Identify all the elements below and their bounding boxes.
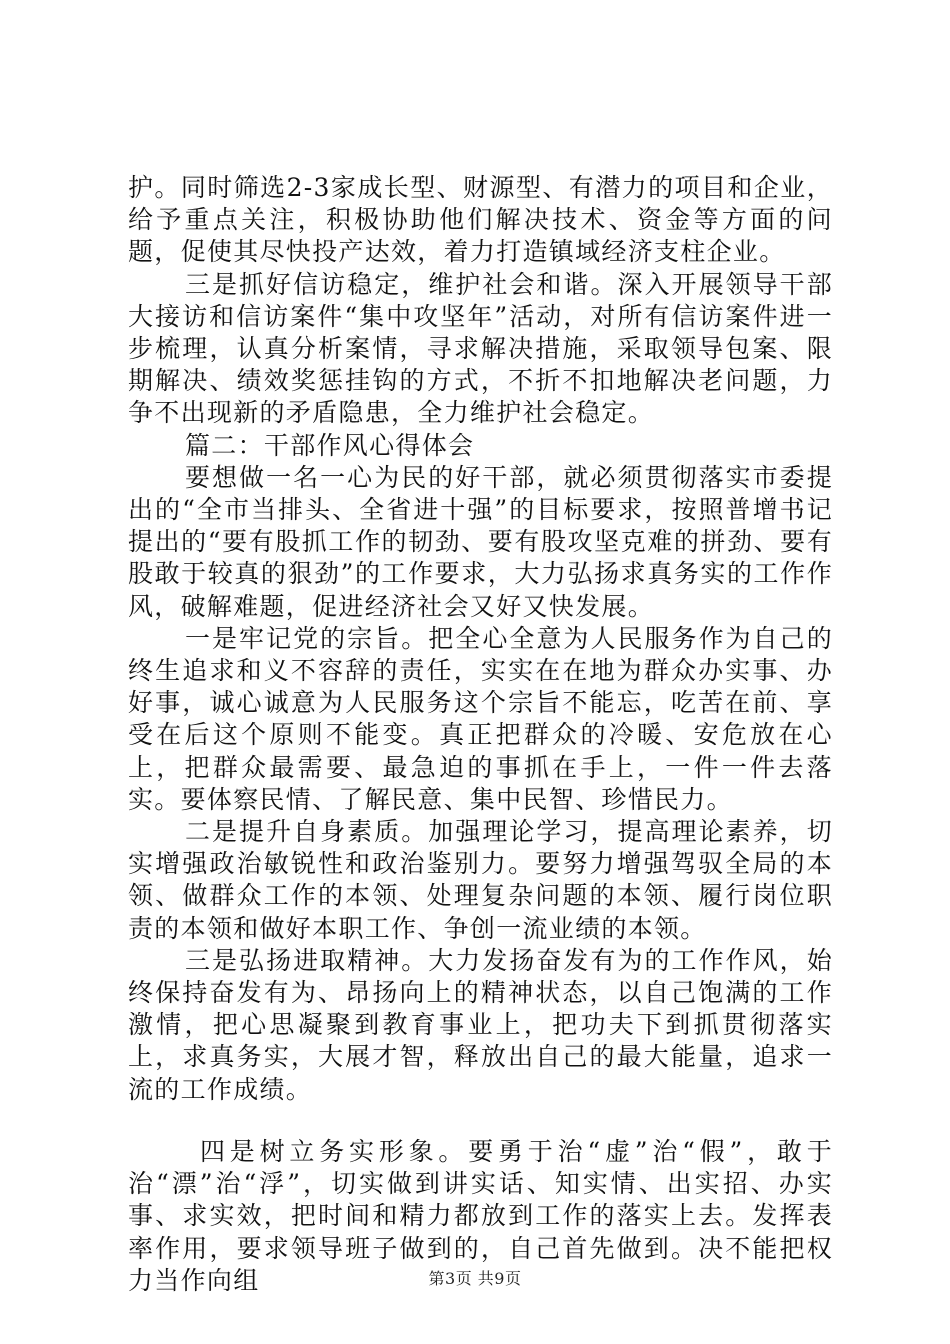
- paragraph-intro: 要想做一名一心为民的好干部，就必须贯彻落实市委提出的“全市当排头、全省进十强”的目标要求，按照普增书记提出的“要有股抓工作的韧劲、要有股攻坚克难的拼劲、要有股敢于较真的狠劲”的工作要求，大力弘扬求真务实的工作作风，破解难题，促进经济社会又好又快发展。: [128, 462, 833, 621]
- paragraph-continuation: 护。同时筛选2-3家成长型、财源型、有潜力的项目和企业，给予重点关注，积极协助他们解决技术、资金等方面的问题，促使其尽快投产达效，着力打造镇域经济支柱企业。: [128, 173, 833, 267]
- document-body: [128, 172, 833, 1297]
- page-number-footer: 第3页 共9页: [428, 1269, 522, 1288]
- section-heading: 篇二：干部作风心得体会: [185, 430, 475, 460]
- paragraph-spacer: [128, 1106, 833, 1136]
- paragraph-petition-stability: 三是抓好信访稳定，维护社会和谐。深入开展领导干部大接访和信访案件“集中攻坚年”活动，对所有信访案件进一步梳理，认真分析案情，寻求解决措施，采取领导包案、限期解决、绩效奖惩挂钩的方式，不折不扣地解决老问题，力争不出现新的矛盾隐患，全力维护社会稳定。: [128, 269, 833, 428]
- paragraph-point-two: 二是提升自身素质。加强理论学习，提高理论素养，切实增强政治敏锐性和政治鉴别力。要努力增强驾驭全局的本领、做群众工作的本领、处理复杂问题的本领、履行岗位职责的本领和做好本职工作、争创一流业绩的本领。: [128, 817, 833, 943]
- paragraph-point-four: 四是树立务实形象。要勇于治“虚”治“假”，敢于治“漂”治“浮”，切实做到讲实话、知实情、出实招、办实事、求实效，把时间和精力都放到工作的落实上去。发挥表率作用，要求领导班子做到的，自己首先做到。决不能把权力当作向组: [128, 1136, 833, 1295]
- paragraph-point-three: 三是弘扬进取精神。大力发扬奋发有为的工作作风，始终保持奋发有为、昂扬向上的精神状态，以自己饱满的工作激情，把心思凝聚到教育事业上，把功夫下到抓贯彻落实上，求真务实，大展才智，释放出自己的最大能量，追求一流的工作成绩。: [128, 945, 833, 1104]
- paragraph-point-one: 一是牢记党的宗旨。把全心全意为人民服务作为自己的终生追求和义不容辞的责任，实实在在地为群众办实事、办好事，诚心诚意为人民服务这个宗旨不能忘，吃苦在前、享受在后这个原则不能变。真正把群众的冷暖、安危放在心上，把群众最需要、最急迫的事抓在手上，一件一件去落实。要体察民情、了解民意、集中民智、珍惜民力。: [128, 623, 833, 814]
